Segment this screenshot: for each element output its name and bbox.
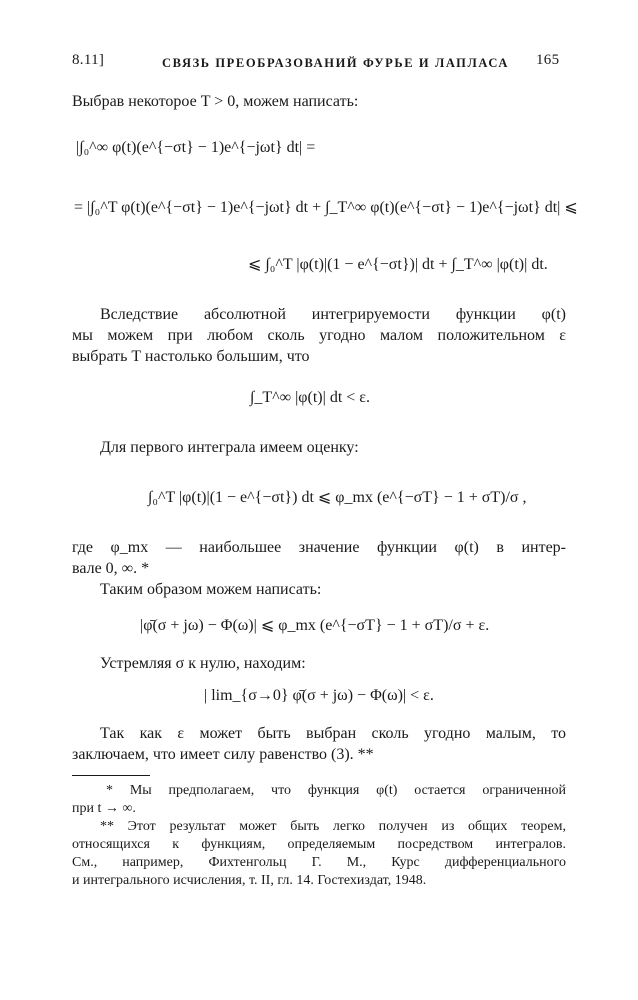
equation-5: ∫₀^T |φ(t)|(1 − e^{−σt}) dt ⩽ φ_mx (e^{−σT} − 1 + σT)/σ , <box>148 489 527 506</box>
intro-line: Выбрав некоторое T > 0, можем написать: <box>72 93 359 110</box>
paragraph-2: Для первого интеграла имеем оценку: <box>100 439 359 456</box>
paragraph-3-line-1: где φ_mx — наибольшее значение функции φ(t) в интер- <box>72 539 566 556</box>
section-number: 8.11] <box>72 52 105 68</box>
paragraph-1-line-3: выбрать T настолько большим, что <box>72 348 310 365</box>
footnote-1-line-1: * Мы предполагаем, что функция φ(t) остается ограниченной <box>106 783 566 798</box>
equation-2: = |∫₀^T φ(t)(e^{−σt} − 1)e^{−jωt} dt + ∫_T^∞ φ(t)(e^{−σt} − 1)e^{−jωt} dt| ⩽ <box>74 199 578 216</box>
paragraph-5: Устремляя σ к нулю, находим: <box>100 655 306 672</box>
paragraph-1-line-2: мы можем при любом сколь угодно малом положительном ε <box>72 327 566 344</box>
page-number: 165 <box>536 52 560 68</box>
equation-6: |φ̄(σ + jω) − Φ(ω)| ⩽ φ_mx (e^{−σT} − 1 + σT)/σ + ε. <box>140 617 490 634</box>
footnote-2-line-1: ** Этот результат может быть легко получен из общих теорем, <box>100 819 566 834</box>
running-title: СВЯЗЬ ПРЕОБРАЗОВАНИЙ ФУРЬЕ И ЛАПЛАСА <box>162 56 510 70</box>
paragraph-6-line-1: Так как ε может быть выбран сколь угодно малым, то <box>100 725 566 742</box>
footnote-rule <box>72 775 150 776</box>
paragraph-6-line-2: заключаем, что имеет силу равенство (3). ** <box>72 746 374 763</box>
footnote-2-line-3: См., например, Фихтенгольц Г. М., Курс дифференциального <box>72 855 566 870</box>
footnote-1-line-2: при t → ∞. <box>72 801 136 816</box>
paragraph-3-line-2: вале 0, ∞. * <box>72 560 150 577</box>
equation-3: ⩽ ∫₀^T |φ(t)|(1 − e^{−σt})| dt + ∫_T^∞ |φ(t)| dt. <box>248 256 548 273</box>
footnote-2-line-2: относящихся к функциям, определяемым посредством интегралов. <box>72 837 566 852</box>
equation-1: |∫₀^∞ φ(t)(e^{−σt} − 1)e^{−jωt} dt| = <box>76 139 316 156</box>
equation-4: ∫_T^∞ |φ(t)| dt < ε. <box>250 389 370 406</box>
paragraph-4: Таким образом можем написать: <box>100 581 322 598</box>
paragraph-1-line-1: Вследствие абсолютной интегрируемости функции φ(t) <box>100 306 566 323</box>
footnote-2-line-4: и интегрального исчисления, т. II, гл. 14. Гостехиздат, 1948. <box>72 873 427 888</box>
equation-7: | lim_{σ→0} φ̄(σ + jω) − Φ(ω)| < ε. <box>204 687 434 704</box>
